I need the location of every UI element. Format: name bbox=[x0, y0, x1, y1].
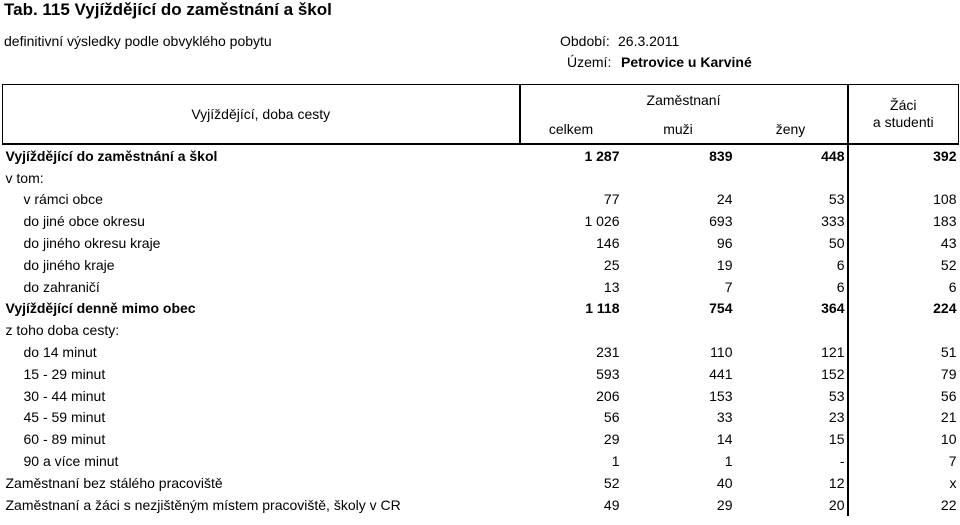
cell-women: 12 bbox=[828, 474, 845, 491]
cell-men: 153 bbox=[709, 387, 733, 404]
table-row bbox=[3, 298, 959, 320]
column-header-commuters: Vyjíždějící, doba cesty bbox=[3, 85, 520, 145]
table-row bbox=[3, 232, 959, 254]
table-row bbox=[3, 210, 959, 232]
table-row bbox=[3, 341, 959, 363]
cell-women: 6 bbox=[836, 278, 845, 295]
row-label: 45 - 59 minut bbox=[23, 409, 106, 426]
cell-total: 29 bbox=[603, 431, 620, 448]
cell-total: 77 bbox=[603, 191, 620, 208]
cell-total: 56 bbox=[603, 409, 620, 426]
row-label: Vyjíždějící do zaměstnání a škol bbox=[3, 144, 520, 167]
cell-total: 1 287 bbox=[520, 144, 622, 167]
cell-total: 593 bbox=[596, 365, 620, 382]
column-header-men: muži bbox=[622, 114, 735, 144]
cell-men: 839 bbox=[622, 144, 735, 167]
cell-men: 33 bbox=[716, 409, 733, 426]
cell-women bbox=[735, 319, 848, 341]
cell-total: 1 118 bbox=[585, 300, 620, 317]
cell-students: 43 bbox=[848, 232, 959, 254]
cell-women bbox=[735, 167, 848, 189]
row-label: z toho doba cesty: bbox=[5, 322, 120, 339]
row-label: Zaměstnaní a žáci s nezjištěným místem pracoviště, školy v CR bbox=[5, 496, 401, 513]
table-row bbox=[3, 319, 959, 341]
cell-total bbox=[520, 167, 622, 189]
cell-total: 13 bbox=[603, 278, 620, 295]
cell-students bbox=[848, 167, 959, 189]
cell-women: 448 bbox=[735, 144, 848, 167]
cell-students: 6 bbox=[848, 276, 959, 298]
cell-women: 53 bbox=[828, 387, 845, 404]
row-label: 90 a více minut bbox=[23, 453, 119, 470]
cell-students: 52 bbox=[848, 254, 959, 276]
cell-students: 21 bbox=[848, 407, 959, 429]
table-body bbox=[3, 144, 959, 516]
cell-total: 1 bbox=[611, 453, 620, 470]
column-header-students bbox=[848, 85, 959, 145]
table-row bbox=[3, 189, 959, 211]
table-row bbox=[3, 407, 959, 429]
cell-students: 22 bbox=[848, 494, 959, 516]
cell-students: 79 bbox=[848, 363, 959, 385]
row-label: 15 - 29 minut bbox=[23, 365, 106, 382]
table-row bbox=[3, 363, 959, 385]
column-header-women: ženy bbox=[735, 114, 848, 144]
cell-men: 19 bbox=[716, 256, 733, 273]
cell-total: 52 bbox=[603, 474, 620, 491]
cell-women: 53 bbox=[828, 191, 845, 208]
cell-women: 23 bbox=[828, 409, 845, 426]
cell-men bbox=[622, 167, 735, 189]
cell-men bbox=[622, 319, 735, 341]
cell-men: 693 bbox=[709, 213, 733, 230]
column-header-students-line1: Žáci bbox=[890, 97, 917, 113]
cell-women: 20 bbox=[828, 496, 845, 513]
cell-women: 121 bbox=[821, 344, 845, 361]
page-subtitle: definitivní výsledky podle obvyklého pobytu bbox=[4, 33, 272, 49]
cell-students: 392 bbox=[848, 144, 959, 167]
cell-women: 6 bbox=[836, 256, 845, 273]
row-label: Zaměstnaní bez stálého pracoviště bbox=[5, 474, 223, 491]
table-row bbox=[3, 428, 959, 450]
table-row bbox=[3, 254, 959, 276]
cell-men: 96 bbox=[716, 235, 733, 252]
cell-total: 49 bbox=[603, 496, 620, 513]
table-row bbox=[3, 450, 959, 472]
territory-label: Území: bbox=[567, 54, 612, 70]
table-row bbox=[3, 276, 959, 298]
cell-students: x bbox=[848, 472, 959, 494]
table-row bbox=[3, 472, 959, 494]
period-label: Období: bbox=[560, 33, 610, 49]
cell-students bbox=[848, 319, 959, 341]
cell-men: 29 bbox=[716, 496, 733, 513]
row-label: do jiného kraje bbox=[23, 256, 115, 273]
cell-students: 7 bbox=[848, 450, 959, 472]
row-label: 30 - 44 minut bbox=[23, 387, 106, 404]
row-label: do zahraničí bbox=[23, 278, 100, 295]
cell-women: 50 bbox=[828, 235, 845, 252]
territory-value: Petrovice u Karviné bbox=[621, 54, 752, 70]
cell-men: 110 bbox=[710, 344, 733, 361]
cell-men: 14 bbox=[716, 431, 733, 448]
cell-total: 146 bbox=[596, 235, 620, 252]
cell-total: 1 026 bbox=[584, 213, 620, 230]
cell-students: 108 bbox=[848, 189, 959, 211]
row-label: v tom: bbox=[5, 169, 44, 186]
cell-men: 7 bbox=[724, 278, 733, 295]
commuting-table bbox=[2, 84, 959, 516]
row-label: do 14 minut bbox=[23, 344, 97, 361]
cell-men: 40 bbox=[716, 474, 733, 491]
row-label: do jiného okresu kraje bbox=[23, 235, 161, 252]
cell-women: 15 bbox=[828, 431, 845, 448]
cell-total bbox=[520, 319, 622, 341]
column-header-students-line2: a studenti bbox=[872, 114, 934, 130]
cell-women: 333 bbox=[821, 213, 845, 230]
cell-total: 25 bbox=[603, 256, 620, 273]
table-row bbox=[3, 494, 959, 516]
cell-women: 364 bbox=[821, 300, 845, 317]
cell-students: 224 bbox=[848, 298, 959, 320]
cell-men: 441 bbox=[709, 365, 733, 382]
cell-students: 183 bbox=[848, 210, 959, 232]
cell-total: 231 bbox=[596, 344, 620, 361]
table-row bbox=[3, 167, 959, 189]
row-label: do jiné obce okresu bbox=[23, 213, 145, 230]
cell-men: 1 bbox=[724, 453, 733, 470]
cell-women: - bbox=[839, 453, 845, 470]
cell-men: 24 bbox=[716, 191, 733, 208]
table-row bbox=[3, 385, 959, 407]
page-title: Tab. 115 Vyjíždějící do zaměstnání a škol bbox=[4, 0, 332, 19]
row-label: v rámci obce bbox=[23, 191, 103, 208]
cell-men: 754 bbox=[709, 300, 733, 317]
cell-women: 152 bbox=[821, 365, 845, 382]
cell-students: 10 bbox=[848, 428, 959, 450]
column-header-employed: Zaměstnaní bbox=[520, 85, 848, 115]
column-header-total: celkem bbox=[520, 114, 622, 144]
cell-students: 56 bbox=[848, 385, 959, 407]
cell-total: 206 bbox=[596, 387, 620, 404]
row-label: Vyjíždějící denně mimo obec bbox=[5, 300, 196, 317]
cell-students: 51 bbox=[848, 341, 959, 363]
period-value: 26.3.2011 bbox=[618, 33, 680, 49]
table-row bbox=[3, 144, 959, 167]
row-label: 60 - 89 minut bbox=[23, 431, 106, 448]
